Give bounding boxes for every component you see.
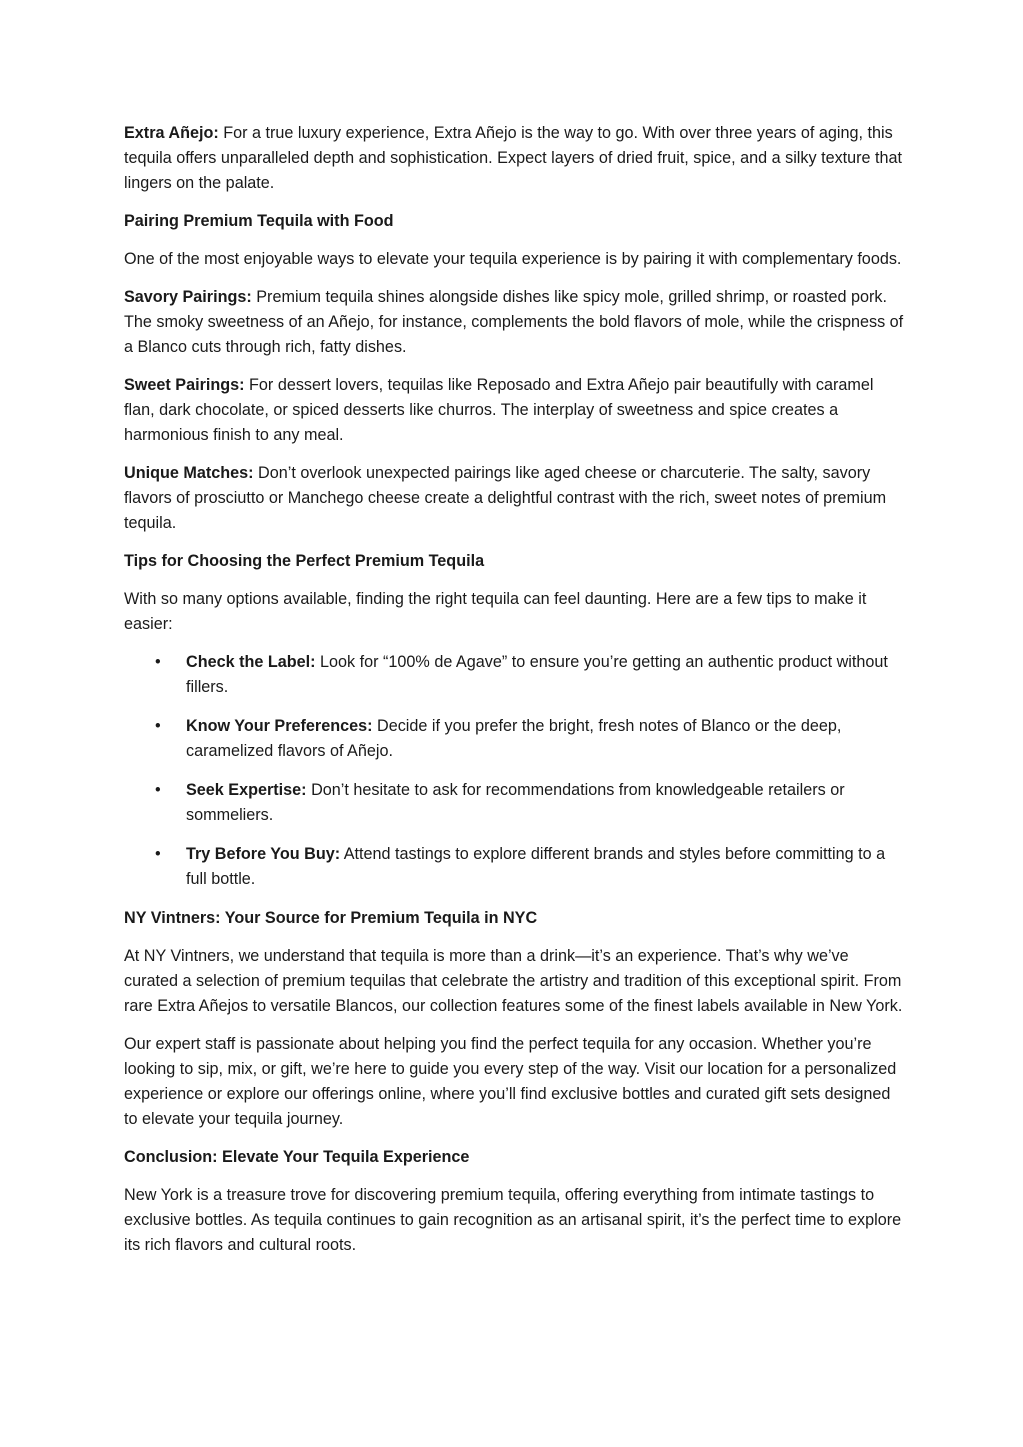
list-item-text: Look for “100% de Agave” to ensure you’re getting an authentic product without fillers. (186, 653, 888, 696)
paragraph-text: For a true luxury experience, Extra Añejo is the way to go. With over three years of aging, this tequila offers unparalleled depth and sophistication. Expect layers of dried fruit, spice, and a silky texture that lingers on the palate. (124, 124, 903, 192)
heading-ny-vintners: NY Vintners: Your Source for Premium Tequila in NYC (124, 909, 538, 927)
paragraph-pairing-intro: One of the most enjoyable ways to elevate your tequila experience is by pairing it with complementary foods. (124, 250, 902, 268)
bullet-icon: • (155, 717, 161, 735)
paragraph-lead: Unique Matches: (124, 464, 254, 482)
paragraph-ny-vintners-1: At NY Vintners, we understand that tequila is more than a drink—it’s an experience. That’s why we’ve curated a selection of premium tequilas that celebrate the artistry and tradition of this exceptional spirit. From rare Extra Añejos to versatile Blancos, our collection features some of the finest labels available in New York. (124, 947, 903, 1015)
heading-pairing: Pairing Premium Tequila with Food (124, 212, 394, 230)
bullet-icon: • (155, 781, 161, 799)
list-item (124, 842, 904, 892)
document-page (124, 121, 904, 1271)
paragraph-ny-vintners-2: Our expert staff is passionate about helping you find the perfect tequila for any occasion. Whether you’re looking to sip, mix, or gift, we’re here to guide you every step of the way. Visit our location for a personalized experience or explore our offerings online, where you’ll find exclusive bottles and curated gift sets designed to elevate your tequila journey. (124, 1035, 897, 1128)
heading-conclusion: Conclusion: Elevate Your Tequila Experience (124, 1148, 470, 1166)
list-item (124, 650, 904, 700)
list-item-lead: Know Your Preferences: (186, 717, 373, 735)
list-item-text: Decide if you prefer the bright, fresh notes of Blanco or the deep, caramelized flavors of Añejo. (186, 717, 842, 760)
heading-tips: Tips for Choosing the Perfect Premium Tequila (124, 552, 485, 570)
list-item (124, 714, 904, 764)
paragraph-conclusion: New York is a treasure trove for discovering premium tequila, offering everything from intimate tastings to exclusive bottles. As tequila continues to gain recognition as an artisanal spirit, it’s the perfect time to explore its rich flavors and cultural roots. (124, 1186, 902, 1254)
list-item-text: Don’t hesitate to ask for recommendations from knowledgeable retailers or sommeliers. (186, 781, 845, 824)
list-item-lead: Try Before You Buy: (186, 845, 341, 863)
paragraph-extra-anejo (124, 121, 904, 196)
paragraph-sweet-pairings (124, 373, 904, 448)
bullet-icon: • (155, 653, 161, 671)
paragraph-text: For dessert lovers, tequilas like Reposado and Extra Añejo pair beautifully with caramel flan, dark chocolate, or spiced desserts like churros. The interplay of sweetness and spice creates a harmonious finish to any meal. (124, 376, 874, 444)
list-item-lead: Seek Expertise: (186, 781, 307, 799)
paragraph-lead: Sweet Pairings: (124, 376, 245, 394)
paragraph-lead: Savory Pairings: (124, 288, 252, 306)
paragraph-tips-intro: With so many options available, finding the right tequila can feel daunting. Here are a few tips to make it easier: (124, 590, 867, 633)
paragraph-lead: Extra Añejo: (124, 124, 219, 142)
bullet-icon: • (155, 845, 161, 863)
list-item-text: Attend tastings to explore different brands and styles before committing to a full bottle. (186, 845, 886, 888)
paragraph-text: Don’t overlook unexpected pairings like aged cheese or charcuterie. The salty, savory flavors of prosciutto or Manchego cheese create a delightful contrast with the rich, sweet notes of premium tequila. (124, 464, 887, 532)
paragraph-savory-pairings (124, 285, 904, 360)
paragraph-text: Premium tequila shines alongside dishes like spicy mole, grilled shrimp, or roasted pork. The smoky sweetness of an Añejo, for instance, complements the bold flavors of mole, while the crispness of a Blanco cuts through rich, fatty dishes. (124, 288, 904, 356)
paragraph-unique-matches (124, 461, 904, 536)
list-item-lead: Check the Label: (186, 653, 316, 671)
tips-list (124, 650, 904, 892)
list-item (124, 778, 904, 828)
